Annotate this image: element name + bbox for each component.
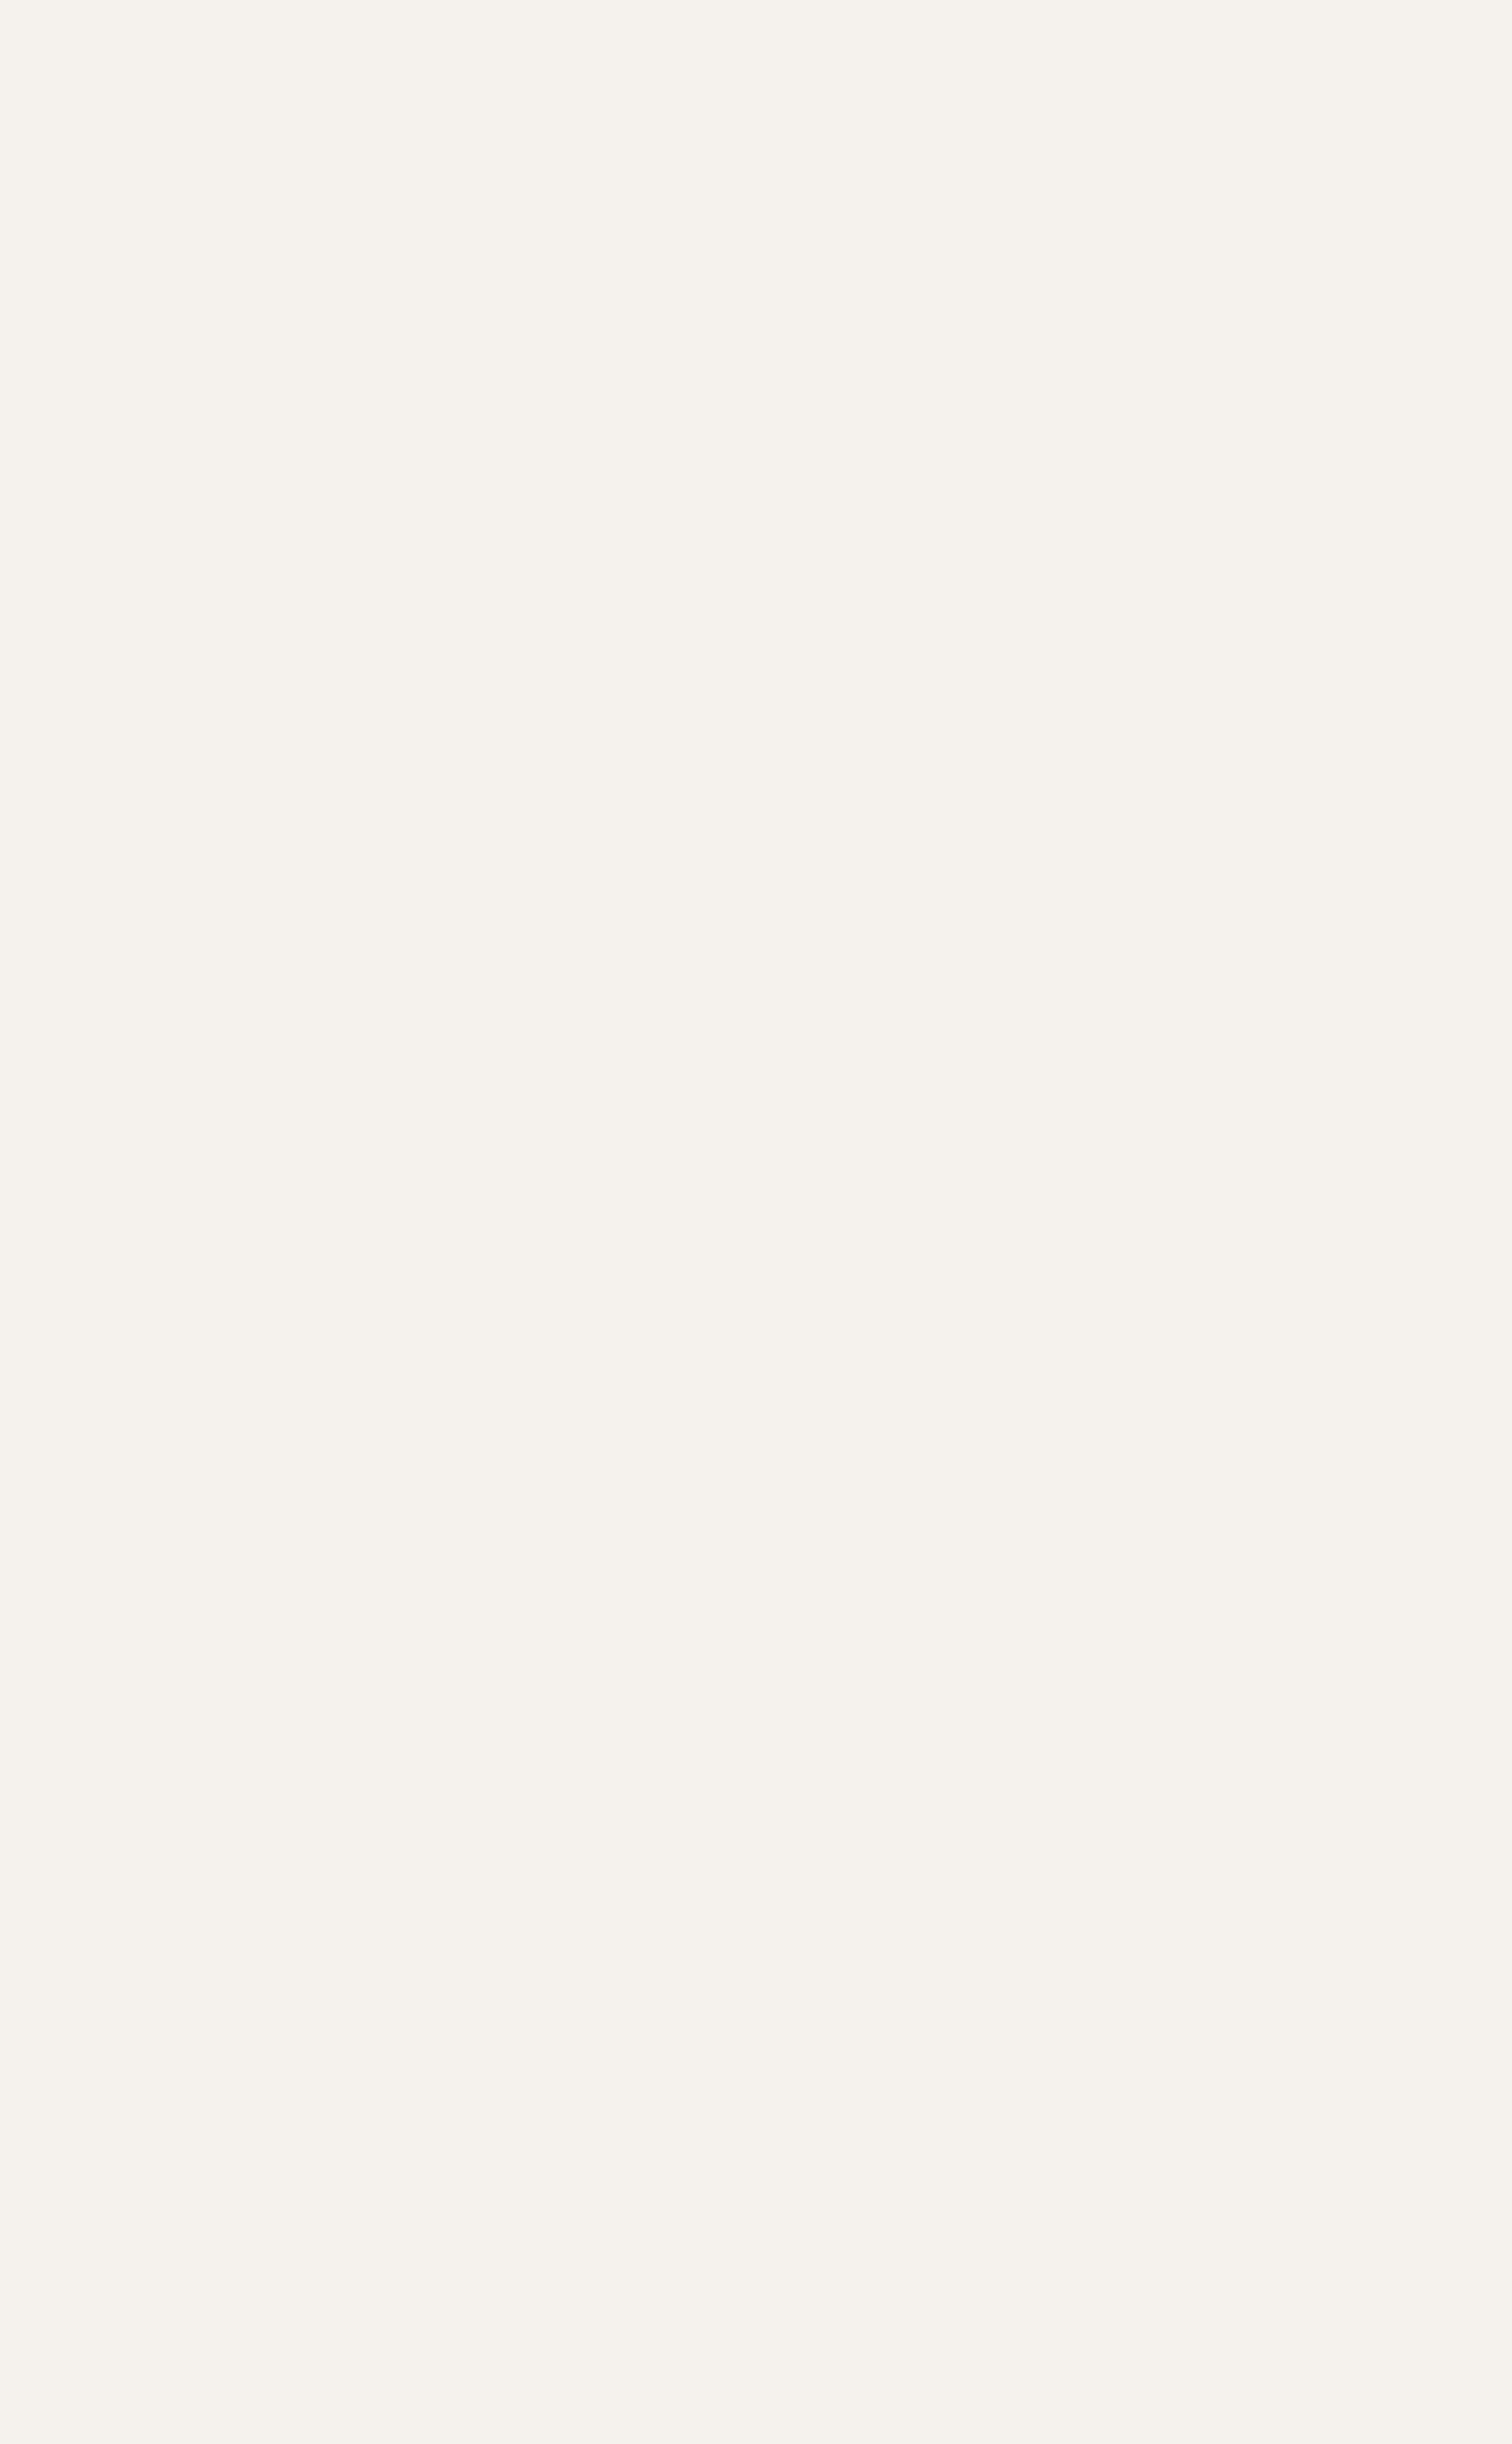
treble-staff [102, 826, 1424, 909]
bass-staff [102, 2142, 1424, 2225]
treble-staff [102, 391, 1424, 474]
bass-staff [102, 1133, 1424, 1217]
verse-line-4 [179, 620, 1501, 654]
bass-staff [102, 1802, 1424, 1886]
verse-line-1 [179, 512, 1501, 546]
bass-staff [102, 1485, 1424, 1569]
bass-staff [102, 685, 1424, 768]
verse-line-3 [179, 584, 1501, 618]
verse-line-2 [179, 548, 1501, 582]
treble-staff [102, 1966, 1424, 2049]
treble-staff [102, 1319, 1424, 1402]
treble-staff [102, 1633, 1424, 1716]
